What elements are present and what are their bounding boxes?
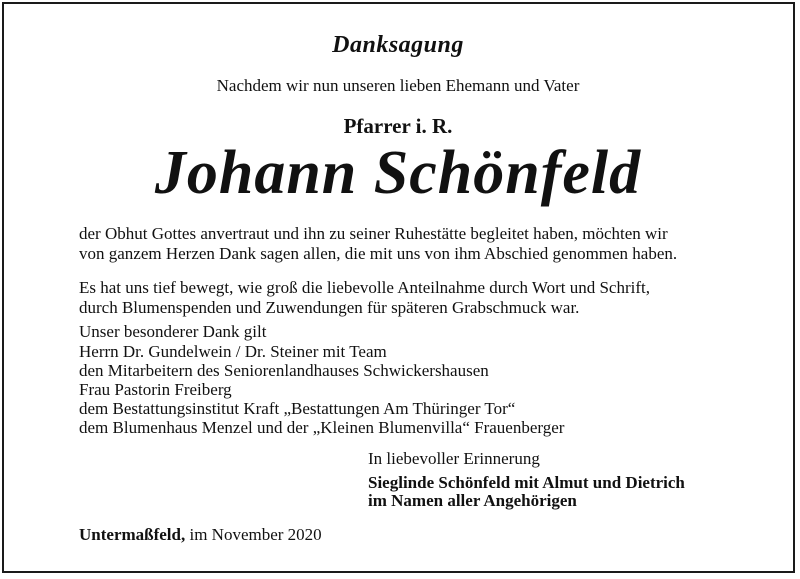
paragraph1-line: der Obhut Gottes anvertraut und ihn zu seiner Ruhestätte begleitet haben, möchten wir [79,224,668,243]
signatory-line: Sieglinde Schönfeld mit Almut und Dietrich [368,473,685,492]
place-date [79,525,322,545]
thanks-item: Frau Pastorin Freiberg [79,380,232,399]
paragraph2-line: Es hat uns tief bewegt, wie groß die liebevolle Anteilnahme durch Wort und Schrift, [79,278,650,297]
thanks-item: dem Blumenhaus Menzel und der „Kleinen Blumenvilla“ Frauenberger [79,418,565,437]
paragraph1-line: von ganzem Herzen Dank sagen allen, die mit uns von ihm Abschied genommen haben. [79,244,678,263]
intro-line: Nachdem wir nun unseren lieben Ehemann und Vater [216,76,580,95]
notice-heading: Danksagung [332,32,464,58]
thanks-item: den Mitarbeitern des Seniorenlandhauses Schwickershausen [79,361,489,380]
thanks-item: dem Bestattungsinstitut Kraft „Bestattungen Am Thüringer Tor“ [79,399,516,418]
paragraph2-line: durch Blumenspenden und Zuwendungen für späteren Grabschmuck war. [79,298,580,317]
date: im November 2020 [189,525,322,544]
deceased-title: Pfarrer i. R. [343,114,453,138]
place: Untermaßfeld, [79,525,186,544]
thanks-intro: Unser besonderer Dank gilt [79,322,267,341]
thanks-item: Herrn Dr. Gundelwein / Dr. Steiner mit Team [79,342,387,361]
closing-line: In liebevoller Erinnerung [368,449,540,468]
signatory-line: im Namen aller Angehörigen [368,491,577,510]
deceased-name: Johann Schönfeld [154,139,642,207]
